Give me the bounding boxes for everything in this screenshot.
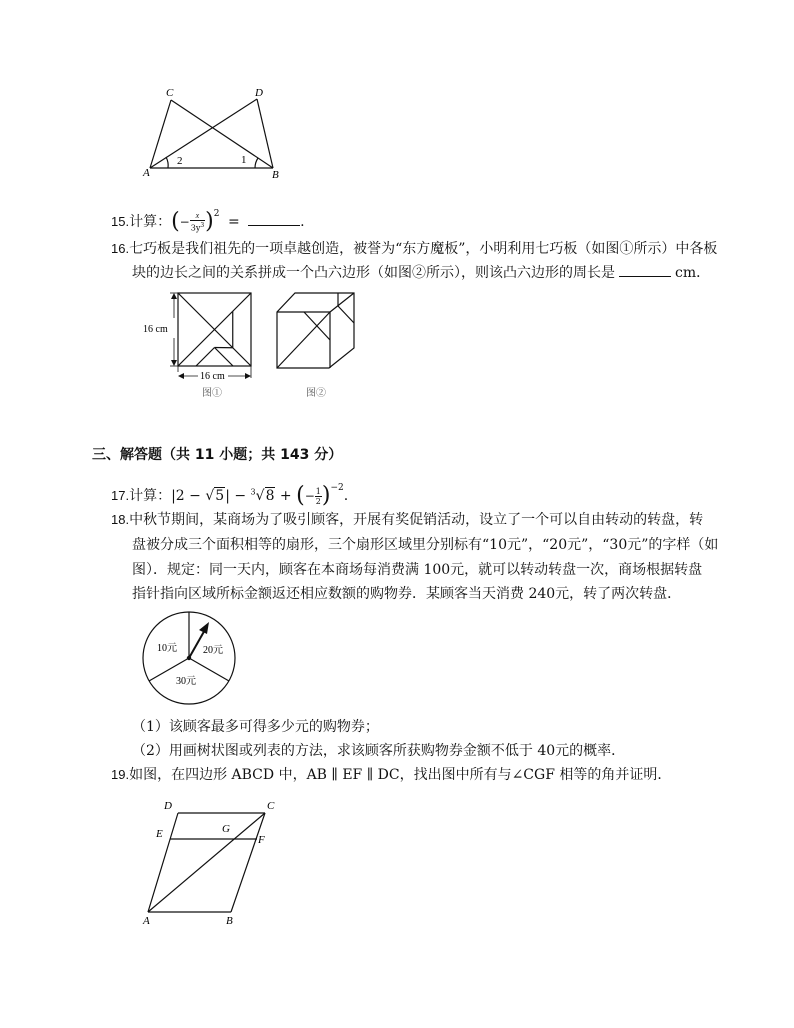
- q17-exponent: −2: [330, 483, 344, 493]
- question-17: [111, 478, 348, 506]
- q17-right-paren: ): [321, 483, 331, 508]
- q15-left-paren: (: [171, 209, 180, 234]
- q15-equals: =: [227, 214, 240, 230]
- question-18-line3: 图）．规定：同一天内，顾客在本商场每消费满 100元，就可以转动转盘一次，商场根据转盘: [132, 562, 703, 578]
- q17-part3: +: [275, 488, 297, 504]
- q16-answer-blank[interactable]: [619, 263, 671, 277]
- q16-line2a: 块的边长之间的关系拼成一个凸六边形（如图②所示），则该凸六边形的周长是: [132, 265, 615, 281]
- tangram-figure-2: [270, 288, 370, 403]
- q16-line1: 七巧板是我们祖先的一项卓越创造，被誉为“东方魔板”，小明利用七巧板（如图①所示）中各板: [129, 241, 718, 257]
- q18-line1: 中秋节期间，某商场为了吸引顾客，开展有奖促销活动，设立了一个可以自由转动的转盘，转: [129, 512, 704, 528]
- section-3-title: 三、解答题（共 11 小题；共 143 分）: [92, 447, 343, 463]
- label-D: D: [255, 87, 263, 99]
- question-16-line1: [111, 239, 717, 259]
- q17-left-paren: (: [296, 483, 305, 508]
- q17-minus: −: [304, 489, 315, 503]
- question-18-line1: [111, 510, 703, 530]
- q19-number: 19.: [111, 767, 130, 782]
- fig1-bottom-label: 16 cm: [200, 371, 225, 382]
- question-18-sub1: （1）该顾客最多可得多少元的购物券；: [132, 719, 379, 735]
- q15-number: 15.: [111, 214, 130, 229]
- label-F: F: [258, 834, 265, 846]
- label-C: C: [267, 800, 275, 812]
- q15-den-base: 3y: [190, 223, 201, 233]
- q17-sqrt-sign: √: [205, 488, 215, 504]
- label-A: A: [143, 915, 150, 927]
- q17-end: .: [343, 488, 349, 504]
- q16-number: 16.: [111, 241, 130, 256]
- q15-end: .: [300, 214, 305, 230]
- wheel-label-20: 20元: [203, 645, 223, 656]
- label-E: E: [156, 828, 163, 840]
- fig2-caption: 图②: [306, 388, 326, 399]
- q18-number: 18.: [111, 512, 130, 527]
- q17-radicand2: 8: [265, 488, 275, 504]
- q15-minus: −: [179, 215, 190, 229]
- label-angle-1: 1: [241, 154, 247, 166]
- q15-fraction: [190, 211, 205, 233]
- q15-prefix: 计算：: [129, 214, 172, 230]
- q15-right-paren: ): [205, 209, 214, 234]
- question-18-sub2: （2）用画树状图或列表的方法，求该顾客所获购物券金额不低于 40元的概率．: [132, 743, 626, 759]
- label-B: B: [272, 169, 279, 181]
- q17-part2: | −: [225, 488, 251, 504]
- q17-root-index: 3: [250, 487, 256, 497]
- q15-frac-num: x: [190, 211, 205, 221]
- q15-frac-den: [190, 221, 205, 233]
- q19-text: 如图，在四边形 ABCD 中，AB ∥ EF ∥ DC，找出图中所有与∠CGF 相等的角并证明．: [129, 767, 672, 783]
- label-angle-2: 2: [177, 155, 183, 167]
- q17-radicand1: 5: [215, 488, 225, 504]
- wheel-label-10: 10元: [157, 643, 177, 654]
- triangles-figure: [140, 82, 290, 182]
- label-G: G: [222, 823, 230, 835]
- question-16-line2: [132, 263, 710, 283]
- q17-frac-num: 1: [315, 486, 321, 496]
- label-C: C: [166, 87, 174, 99]
- q15-exponent: 2: [213, 209, 220, 219]
- q17-fraction: [315, 487, 322, 506]
- question-15: [111, 204, 305, 233]
- question-18-line2: 盘被分成三个面积相等的扇形，三个扇形区域里分别标有“10元”，“20元”，“30元”的字样（如: [132, 537, 719, 553]
- label-A: A: [143, 167, 150, 179]
- q17-cbrt-sign: √: [255, 488, 265, 504]
- q16-line2b: cm．: [675, 265, 711, 281]
- fig1-caption: 图①: [202, 388, 222, 399]
- spinner-wheel: [135, 606, 245, 711]
- parallelogram-figure: [140, 798, 285, 928]
- label-D: D: [164, 800, 172, 812]
- q17-part1: |2 −: [171, 488, 206, 504]
- label-B: B: [226, 915, 233, 927]
- tangram-figure-1: [140, 288, 260, 403]
- q15-den-exp: 3: [200, 222, 205, 230]
- wheel-label-30: 30元: [176, 676, 196, 687]
- question-19: [111, 765, 671, 785]
- q15-answer-blank[interactable]: [248, 212, 300, 226]
- q17-prefix: 计算：: [129, 488, 172, 504]
- q17-frac-den: 2: [315, 496, 321, 506]
- q17-number: 17.: [111, 488, 130, 503]
- question-18-line4: 指针指向区域所标金额返还相应数额的购物券．某顾客当天消费 240元，转了两次转盘．: [132, 586, 682, 602]
- fig1-side-label: 16 cm: [143, 324, 168, 335]
